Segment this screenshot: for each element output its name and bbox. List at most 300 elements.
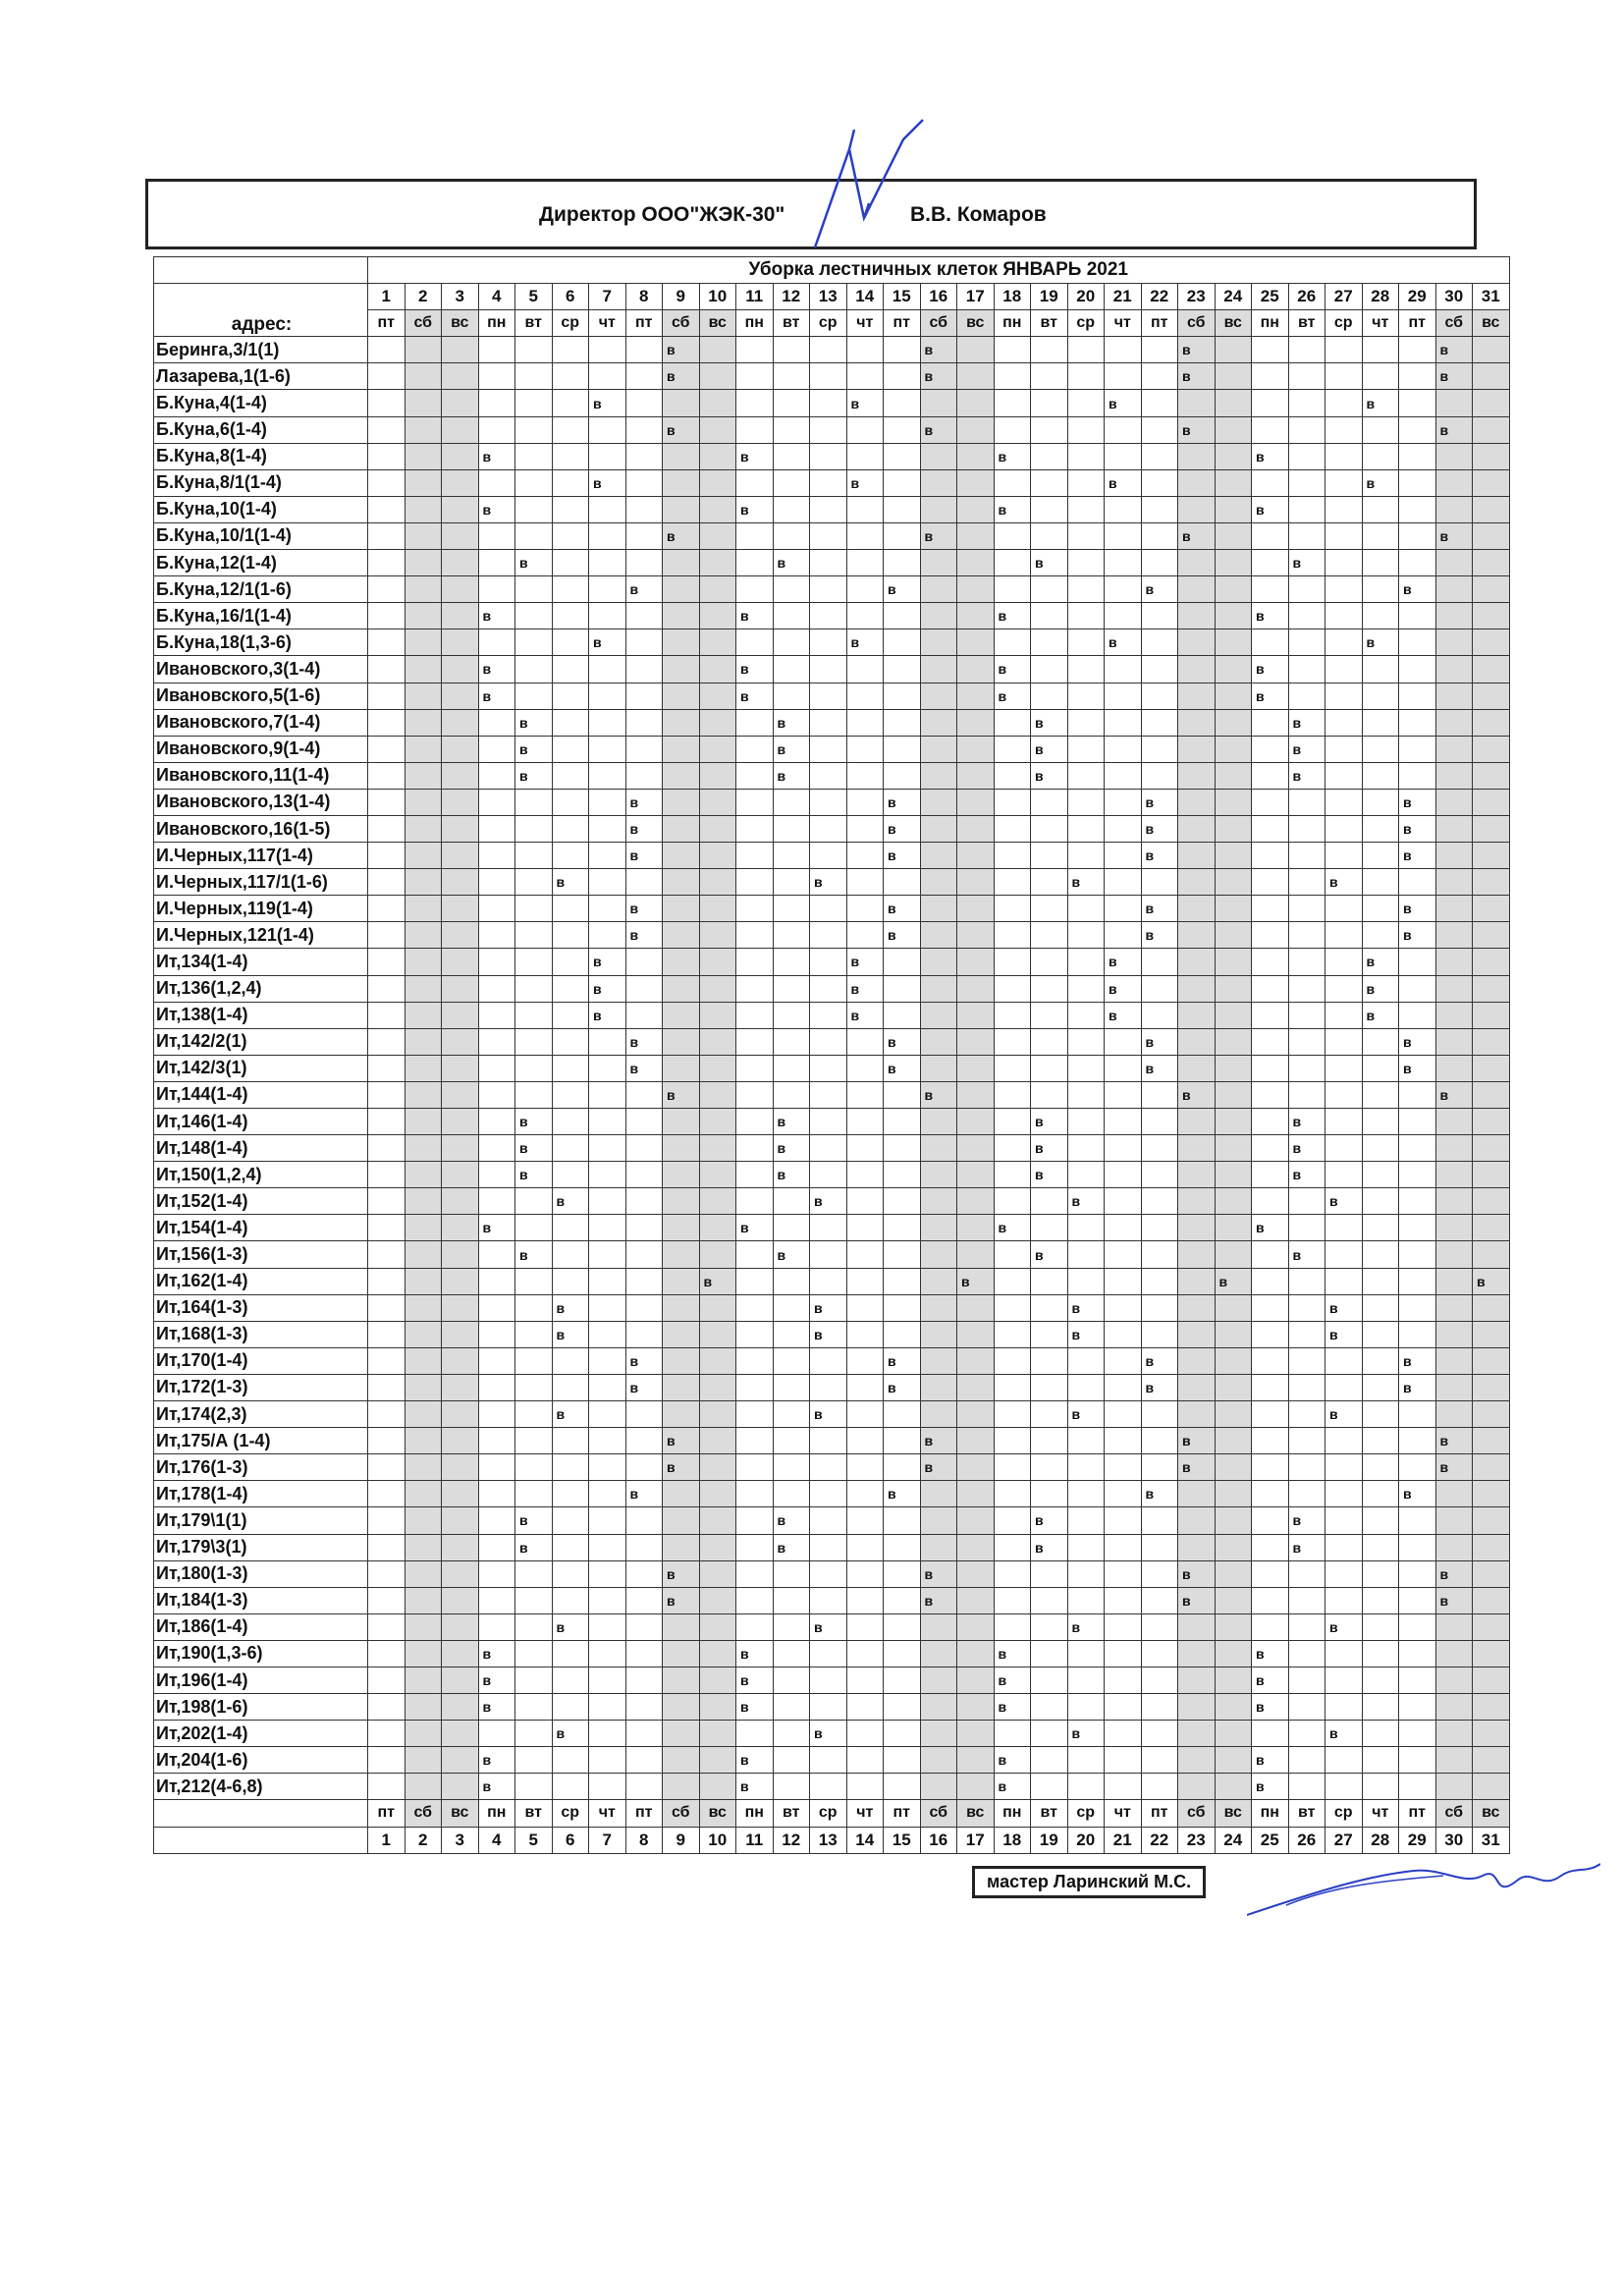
row-address: Ивановского,13(1-4) — [154, 789, 368, 815]
day-cell — [1362, 683, 1399, 709]
day-cell — [994, 363, 1031, 390]
day-cell — [405, 1667, 442, 1693]
row-address: Ит,186(1-4) — [154, 1613, 368, 1640]
day-cell — [1215, 1109, 1252, 1135]
day-cell — [773, 789, 810, 815]
day-cell — [552, 1109, 589, 1135]
weekday-footer: пт — [368, 1800, 406, 1827]
day-cell — [1435, 709, 1473, 736]
day-cell — [1105, 789, 1142, 815]
day-cell — [884, 1321, 921, 1347]
day-cell — [810, 576, 847, 603]
day-cell — [773, 1028, 810, 1055]
day-cell — [1031, 363, 1068, 390]
day-cell — [1362, 1162, 1399, 1188]
day-cell — [663, 1002, 700, 1028]
day-cell — [736, 736, 774, 762]
day-cell — [1141, 1694, 1178, 1721]
cleaning-mark: в — [1399, 843, 1436, 869]
day-cell — [1067, 550, 1105, 576]
day-cell — [368, 550, 406, 576]
day-cell — [1435, 975, 1473, 1002]
day-cell — [1215, 869, 1252, 896]
day-cell — [442, 1560, 479, 1587]
row-address: Ит,154(1-4) — [154, 1215, 368, 1241]
day-cell — [1288, 522, 1325, 549]
day-cell — [368, 1507, 406, 1534]
day-cell — [1435, 443, 1473, 469]
day-cell — [368, 762, 406, 789]
day-cell — [625, 656, 663, 683]
day-cell — [589, 1294, 626, 1321]
cleaning-mark: в — [1031, 1109, 1068, 1135]
day-cell — [552, 736, 589, 762]
day-cell — [663, 1667, 700, 1693]
day-cell — [368, 1241, 406, 1268]
row-address: Ит,150(1,2,4) — [154, 1162, 368, 1188]
day-cell — [1105, 815, 1142, 842]
day-cell — [442, 949, 479, 975]
day-cell — [884, 1721, 921, 1747]
day-cell — [1178, 496, 1216, 522]
day-cell — [1362, 656, 1399, 683]
cleaning-mark: в — [1105, 1002, 1142, 1028]
schedule-row — [154, 869, 1510, 896]
day-cell — [589, 1055, 626, 1081]
day-cell — [663, 1241, 700, 1268]
day-cell — [1031, 1081, 1068, 1108]
day-cell — [884, 390, 921, 416]
day-cell — [442, 736, 479, 762]
day-cell — [920, 896, 957, 922]
day-cell — [810, 1241, 847, 1268]
cleaning-mark: в — [1252, 1667, 1289, 1693]
day-cell — [1399, 1081, 1436, 1108]
day-cell — [736, 1188, 774, 1215]
day-cell — [442, 1747, 479, 1774]
day-cell — [920, 789, 957, 815]
cleaning-mark: в — [920, 416, 957, 443]
row-address: Ит,144(1-4) — [154, 1081, 368, 1108]
day-cell — [920, 736, 957, 762]
cleaning-mark: в — [589, 975, 626, 1002]
day-cell — [736, 1507, 774, 1534]
day-cell — [1252, 1109, 1289, 1135]
day-cell — [1362, 1454, 1399, 1481]
day-cell — [478, 550, 515, 576]
day-cell — [589, 550, 626, 576]
day-cell — [957, 1294, 995, 1321]
day-cell — [368, 1347, 406, 1374]
day-cell — [1288, 496, 1325, 522]
day-cell — [699, 1294, 736, 1321]
day-cell — [515, 1347, 553, 1374]
cleaning-mark: в — [1325, 1294, 1363, 1321]
cleaning-mark: в — [1252, 1640, 1289, 1667]
schedule-row — [154, 1721, 1510, 1747]
day-cell — [368, 469, 406, 496]
cleaning-mark: в — [1067, 1613, 1105, 1640]
day-cell — [442, 656, 479, 683]
day-cell — [1141, 1215, 1178, 1241]
day-number-header: 9 — [663, 284, 700, 310]
day-cell — [846, 1294, 884, 1321]
weekday-footer: вт — [1031, 1800, 1068, 1827]
day-cell — [1178, 736, 1216, 762]
day-cell — [442, 1347, 479, 1374]
day-cell — [625, 603, 663, 629]
day-cell — [957, 843, 995, 869]
day-cell — [1031, 1613, 1068, 1640]
day-cell — [1435, 656, 1473, 683]
day-cell — [846, 1028, 884, 1055]
day-cell — [1141, 1560, 1178, 1587]
day-cell — [810, 1560, 847, 1587]
cleaning-mark: в — [1399, 922, 1436, 949]
day-number-header: 5 — [515, 284, 553, 310]
cleaning-mark: в — [736, 496, 774, 522]
day-cell — [1215, 1135, 1252, 1162]
day-cell — [1399, 603, 1436, 629]
day-cell — [736, 789, 774, 815]
day-cell — [1105, 1587, 1142, 1613]
day-cell — [663, 1135, 700, 1162]
day-cell — [920, 1162, 957, 1188]
weekday-header: чт — [846, 310, 884, 337]
day-cell — [1435, 1507, 1473, 1534]
day-cell — [589, 1109, 626, 1135]
day-cell — [1105, 1640, 1142, 1667]
cleaning-mark: в — [1141, 1055, 1178, 1081]
day-cell — [1067, 1241, 1105, 1268]
day-cell — [1178, 1055, 1216, 1081]
day-cell — [1067, 1587, 1105, 1613]
day-cell — [478, 1428, 515, 1454]
day-number-footer: 14 — [846, 1827, 884, 1853]
day-cell — [810, 843, 847, 869]
day-cell — [1325, 896, 1363, 922]
day-cell — [1031, 1374, 1068, 1400]
day-cell — [515, 1028, 553, 1055]
day-cell — [920, 496, 957, 522]
day-cell — [773, 576, 810, 603]
day-cell — [884, 709, 921, 736]
day-cell — [405, 1694, 442, 1721]
day-cell — [625, 550, 663, 576]
day-cell — [1178, 1188, 1216, 1215]
day-cell — [957, 1028, 995, 1055]
day-cell — [552, 1507, 589, 1534]
day-cell — [1105, 736, 1142, 762]
day-cell — [478, 1587, 515, 1613]
cleaning-mark: в — [1141, 789, 1178, 815]
day-cell — [736, 1055, 774, 1081]
day-cell — [442, 416, 479, 443]
schedule-row — [154, 1613, 1510, 1640]
day-cell — [1105, 1481, 1142, 1507]
day-cell — [1067, 469, 1105, 496]
day-cell — [957, 1667, 995, 1693]
day-number-footer: 17 — [957, 1827, 995, 1853]
cleaning-mark: в — [1325, 1188, 1363, 1215]
day-cell — [368, 1294, 406, 1321]
day-cell — [994, 1401, 1031, 1428]
day-cell — [1435, 1215, 1473, 1241]
day-cell — [1067, 1640, 1105, 1667]
day-cell — [442, 1055, 479, 1081]
day-cell — [625, 762, 663, 789]
day-cell — [994, 1028, 1031, 1055]
day-cell — [699, 1428, 736, 1454]
cleaning-mark: в — [663, 1560, 700, 1587]
day-cell — [699, 1747, 736, 1774]
day-cell — [1325, 1481, 1363, 1507]
weekday-header: вт — [1031, 310, 1068, 337]
day-cell — [478, 815, 515, 842]
day-cell — [736, 843, 774, 869]
cleaning-mark: в — [625, 1028, 663, 1055]
day-cell — [663, 949, 700, 975]
day-cell — [405, 1774, 442, 1800]
day-cell — [810, 656, 847, 683]
day-cell — [957, 1347, 995, 1374]
day-cell — [920, 1401, 957, 1428]
day-cell — [1067, 363, 1105, 390]
day-cell — [1215, 1481, 1252, 1507]
day-cell — [1067, 1109, 1105, 1135]
day-cell — [368, 1028, 406, 1055]
day-cell — [1067, 1481, 1105, 1507]
day-cell — [1105, 1428, 1142, 1454]
day-cell — [625, 1321, 663, 1347]
day-cell — [625, 683, 663, 709]
weekday-footer: ср — [810, 1800, 847, 1827]
cleaning-mark: в — [1325, 1321, 1363, 1347]
day-cell — [515, 390, 553, 416]
day-number-header: 1 — [368, 284, 406, 310]
row-address: Беринга,3/1(1) — [154, 337, 368, 363]
day-cell — [442, 789, 479, 815]
day-number-header: 11 — [736, 284, 774, 310]
day-cell — [810, 949, 847, 975]
day-cell — [368, 736, 406, 762]
day-cell — [994, 1454, 1031, 1481]
cleaning-mark: в — [1178, 1587, 1216, 1613]
day-cell — [1252, 975, 1289, 1002]
day-cell — [736, 1613, 774, 1640]
day-number-header: 8 — [625, 284, 663, 310]
row-address: Ивановского,9(1-4) — [154, 736, 368, 762]
day-cell — [1288, 576, 1325, 603]
cleaning-mark: в — [1252, 1215, 1289, 1241]
day-cell — [699, 1081, 736, 1108]
day-cell — [736, 1162, 774, 1188]
day-cell — [773, 337, 810, 363]
day-number-header: 2 — [405, 284, 442, 310]
day-cell — [1435, 683, 1473, 709]
row-address: Б.Куна,10(1-4) — [154, 496, 368, 522]
day-cell — [552, 922, 589, 949]
schedule-row — [154, 1109, 1510, 1135]
day-cell — [1435, 1774, 1473, 1800]
cleaning-mark: в — [1178, 522, 1216, 549]
day-cell — [810, 1055, 847, 1081]
day-cell — [1362, 922, 1399, 949]
day-cell — [884, 1109, 921, 1135]
day-cell — [515, 869, 553, 896]
day-cell — [699, 683, 736, 709]
day-cell — [552, 1374, 589, 1400]
day-cell — [442, 469, 479, 496]
day-cell — [1399, 363, 1436, 390]
day-cell — [589, 1401, 626, 1428]
day-cell — [1362, 1721, 1399, 1747]
day-cell — [994, 1109, 1031, 1135]
day-cell — [736, 576, 774, 603]
cleaning-mark: в — [846, 1002, 884, 1028]
day-cell — [1325, 363, 1363, 390]
day-cell — [810, 1028, 847, 1055]
day-cell — [663, 1694, 700, 1721]
day-cell — [810, 683, 847, 709]
day-cell — [368, 869, 406, 896]
day-cell — [625, 1215, 663, 1241]
day-cell — [736, 390, 774, 416]
day-cell — [552, 363, 589, 390]
day-cell — [515, 815, 553, 842]
day-number-footer: 6 — [552, 1827, 589, 1853]
day-cell — [1473, 1321, 1510, 1347]
day-cell — [368, 1694, 406, 1721]
day-cell — [1252, 1347, 1289, 1374]
cleaning-mark: в — [1141, 1374, 1178, 1400]
weekday-footer: вс — [442, 1800, 479, 1827]
day-cell — [1141, 390, 1178, 416]
day-cell — [920, 1721, 957, 1747]
row-address: Ит,174(2,3) — [154, 1401, 368, 1428]
day-number-footer: 1 — [368, 1827, 406, 1853]
day-cell — [368, 603, 406, 629]
day-cell — [1178, 603, 1216, 629]
day-cell — [920, 1188, 957, 1215]
day-cell — [920, 550, 957, 576]
day-cell — [1215, 1188, 1252, 1215]
weekday-header: ср — [552, 310, 589, 337]
day-cell — [1399, 496, 1436, 522]
day-cell — [442, 709, 479, 736]
day-cell — [368, 683, 406, 709]
day-cell — [810, 1215, 847, 1241]
day-cell — [994, 896, 1031, 922]
day-cell — [1399, 1268, 1436, 1294]
cleaning-mark: в — [736, 1667, 774, 1693]
day-cell — [1031, 1215, 1068, 1241]
cleaning-mark: в — [1288, 550, 1325, 576]
day-cell — [1473, 629, 1510, 656]
day-number-footer: 20 — [1067, 1827, 1105, 1853]
day-cell — [1473, 522, 1510, 549]
day-cell — [1178, 1401, 1216, 1428]
day-cell — [1252, 1401, 1289, 1428]
day-cell — [589, 896, 626, 922]
day-cell — [368, 522, 406, 549]
day-cell — [1288, 1215, 1325, 1241]
day-cell — [957, 1002, 995, 1028]
day-cell — [699, 1028, 736, 1055]
day-cell — [552, 683, 589, 709]
row-address: Ивановского,7(1-4) — [154, 709, 368, 736]
cleaning-mark: в — [884, 922, 921, 949]
row-address: Б.Куна,8(1-4) — [154, 443, 368, 469]
weekday-footer: вс — [1215, 1800, 1252, 1827]
day-number-footer: 22 — [1141, 1827, 1178, 1853]
day-cell — [1325, 416, 1363, 443]
cleaning-mark: в — [736, 603, 774, 629]
day-cell — [736, 1560, 774, 1587]
day-cell — [1362, 1241, 1399, 1268]
day-cell — [515, 1694, 553, 1721]
day-cell — [663, 1534, 700, 1560]
day-number-footer: 23 — [1178, 1827, 1216, 1853]
day-cell — [405, 815, 442, 842]
day-cell — [625, 522, 663, 549]
cleaning-mark: в — [994, 1694, 1031, 1721]
day-cell — [663, 922, 700, 949]
day-cell — [1288, 390, 1325, 416]
day-cell — [589, 603, 626, 629]
cleaning-mark: в — [1288, 1135, 1325, 1162]
day-cell — [515, 1374, 553, 1400]
title-spacer — [154, 257, 368, 284]
master-signature-label: мастер Ларинский М.С. — [972, 1866, 1206, 1898]
day-cell — [699, 1534, 736, 1560]
cleaning-mark: в — [884, 1028, 921, 1055]
day-cell — [552, 1534, 589, 1560]
day-cell — [846, 443, 884, 469]
day-cell — [1178, 762, 1216, 789]
day-cell — [1435, 1374, 1473, 1400]
day-cell — [405, 789, 442, 815]
day-cell — [1067, 1694, 1105, 1721]
day-cell — [1252, 390, 1289, 416]
day-cell — [515, 1667, 553, 1693]
day-cell — [773, 1081, 810, 1108]
day-cell — [625, 416, 663, 443]
weekday-footer: сб — [663, 1800, 700, 1827]
day-cell — [736, 1028, 774, 1055]
day-cell — [1215, 1081, 1252, 1108]
day-cell — [920, 922, 957, 949]
day-cell — [663, 1721, 700, 1747]
day-cell — [405, 390, 442, 416]
cleaning-mark: в — [1105, 390, 1142, 416]
day-cell — [1141, 1321, 1178, 1347]
day-cell — [368, 1401, 406, 1428]
day-cell — [1215, 1162, 1252, 1188]
day-cell — [1141, 1109, 1178, 1135]
day-cell — [368, 1055, 406, 1081]
day-cell — [920, 1215, 957, 1241]
day-cell — [442, 1613, 479, 1640]
cleaning-mark: в — [1178, 1428, 1216, 1454]
cleaning-mark: в — [1031, 709, 1068, 736]
day-cell — [1105, 1694, 1142, 1721]
day-cell — [736, 522, 774, 549]
schedule-row — [154, 1294, 1510, 1321]
day-cell — [1141, 1401, 1178, 1428]
day-number-header: 16 — [920, 284, 957, 310]
cleaning-mark: в — [552, 1613, 589, 1640]
